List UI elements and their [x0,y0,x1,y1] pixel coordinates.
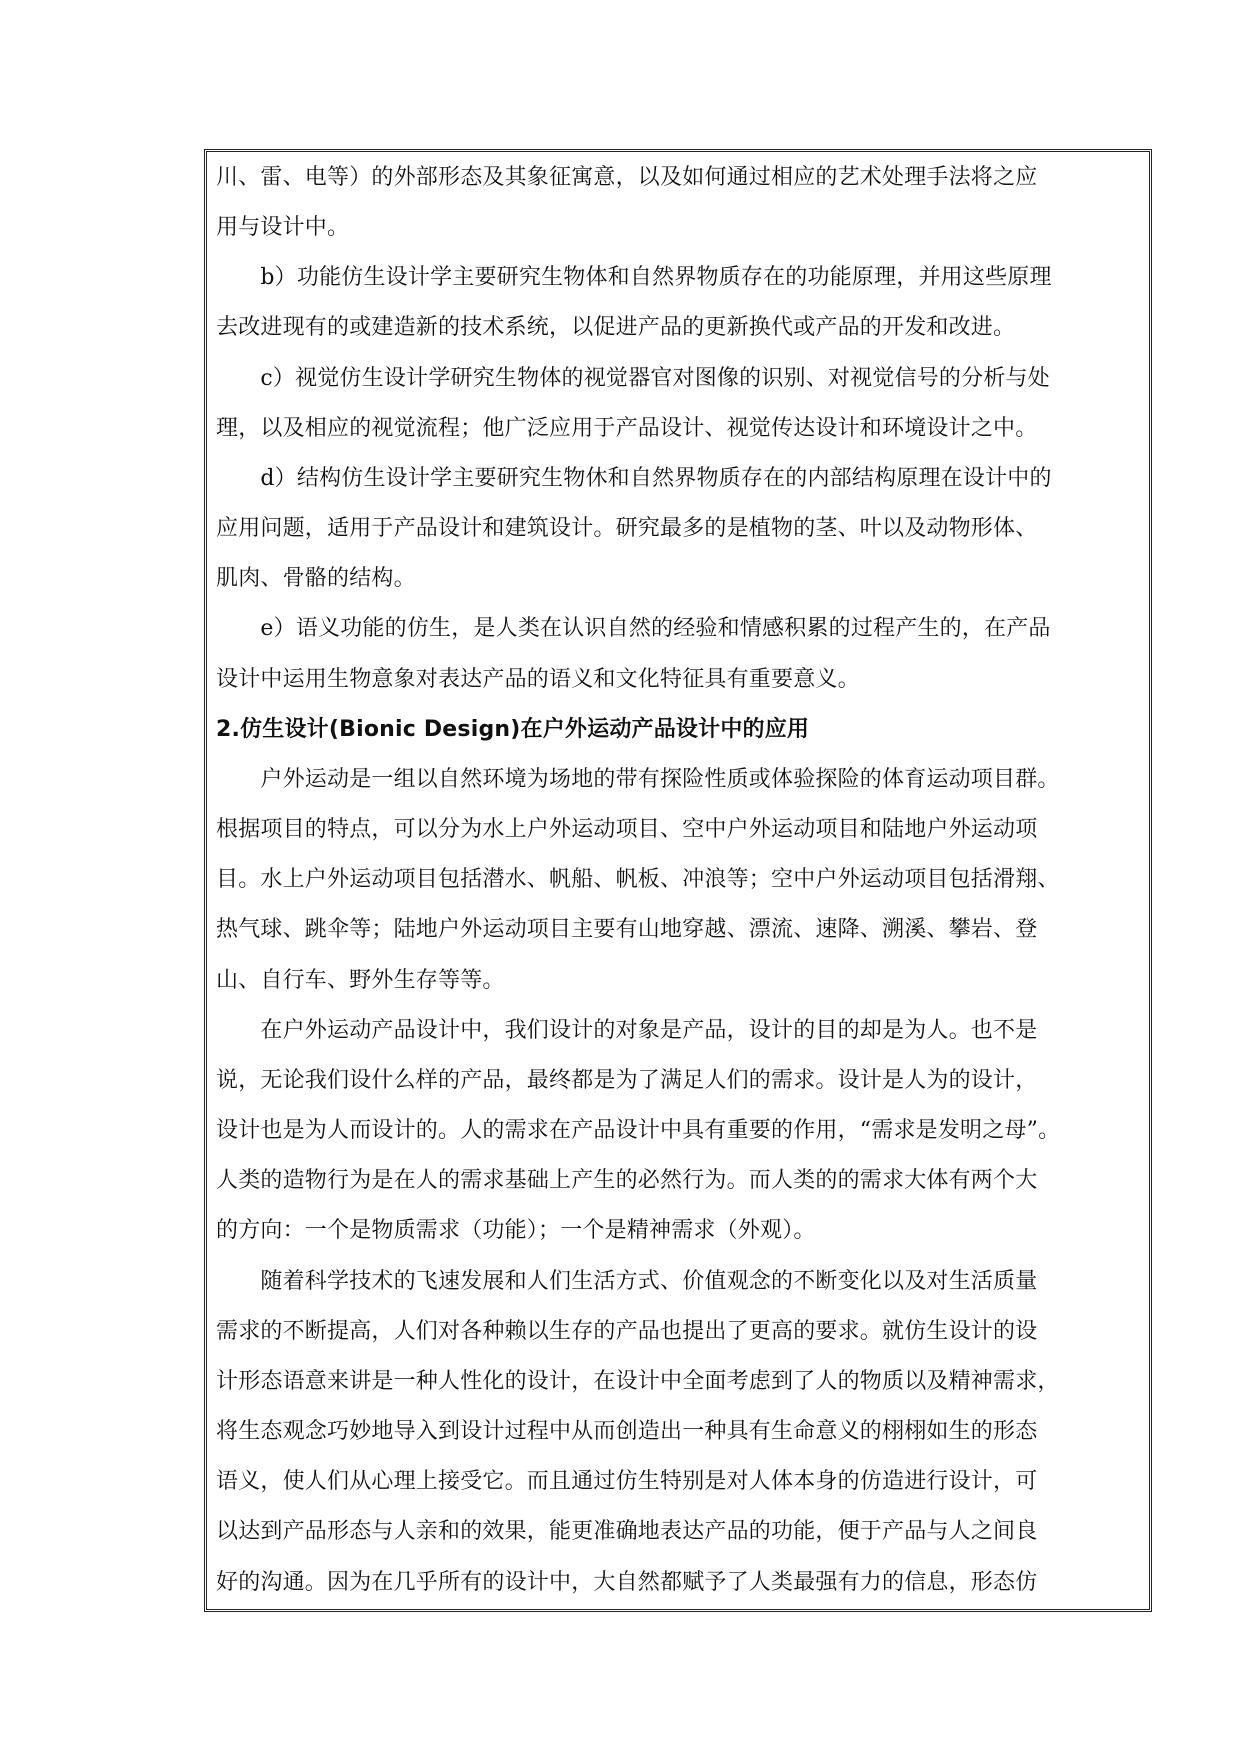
text-line: 热气球、跳伞等；陆地户外运动项目主要有山地穿越、漂流、速降、溯溪、攀岩、登 [216,917,1038,942]
text-line: 在户外运动产品设计中，我们设计的对象是产品，设计的目的却是为人。也不是 [216,1018,1038,1043]
text-line: 的方向：一个是物质需求（功能）；一个是精神需求（外观）。 [216,1218,816,1243]
text-line: d）结构仿生设计学主要研究生物休和自然界物质存在的内部结构原理在设计中的 [216,466,1052,491]
text-line: 将生态观念巧妙地导入到设计过程中从而创造出一种具有生命意义的栩栩如生的形态 [216,1419,1038,1444]
text-line: e）语义功能的仿生，是人类在认识自然的经验和情感积累的过程产生的，在产品 [216,616,1051,641]
text-line: b）功能仿生设计学主要研究生物体和自然界物质存在的功能原理，并用这些原理 [216,265,1052,290]
text-line: 肌肉、骨骼的结构。 [216,566,416,591]
text-line: 理，以及相应的视觉流程；他广泛应用于产品设计、视觉传达设计和环境设计之中。 [216,416,1038,441]
text-line: 设计也是为人而设计的。人的需求在产品设计中具有重要的作用，“需求是发明之母”。 [216,1118,1061,1143]
text-line: 好的沟通。因为在几乎所有的设计中，大自然都赋予了人类最强有力的信息，形态仿 [216,1570,1038,1595]
text-line: 川、雷、电等）的外部形态及其象征寓意，以及如何通过相应的艺术处理手法将之应 [216,165,1038,190]
text-line: 户外运动是一组以自然环境为场地的带有探险性质或体验探险的体育运动项目群。 [216,767,1060,792]
text-line: 应用问题，适用于产品设计和建筑设计。研究最多的是植物的茎、叶以及动物形体、 [216,516,1038,541]
text-line: 根据项目的特点，可以分为水上户外运动项目、空中户外运动项目和陆地户外运动项 [216,817,1038,842]
text-line: 山、自行车、野外生存等等。 [216,968,505,993]
text-line: 需求的不断提高，人们对各种赖以生存的产品也提出了更高的要求。就仿生设计的设 [216,1319,1038,1344]
text-line: 语义，使人们从心理上接受它。而且通过仿生特别是对人体本身的仿造进行设计，可 [216,1469,1038,1494]
text-line: 去改进现有的或建造新的技术系统，以促进产品的更新换代或产品的开发和改进。 [216,315,1016,340]
text-line: c）视觉仿生设计学研究生物体的视觉器官对图像的识别、对视觉信号的分析与处 [216,366,1050,391]
text-line: 用与设计中。 [216,215,350,240]
text-line: 计形态语意来讲是一种人性化的设计，在设计中全面考虑到了人的物质以及精神需求， [216,1369,1060,1394]
text-line: 目。水上户外运动项目包括潜水、帆船、帆板、冲浪等；空中户外运动项目包括滑翔、 [216,867,1060,892]
section-heading: 2.仿生设计(Bionic Design)在户外运动产品设计中的应用 [216,717,810,742]
text-line: 随着科学技术的飞速发展和人们生活方式、价值观念的不断变化以及对生活质量 [216,1269,1038,1294]
text-line: 说，无论我们设什么样的产品，最终都是为了满足人们的需求。设计是人为的设计， [216,1068,1038,1093]
text-line: 设计中运用生物意象对表达产品的语义和文化特征具有重要意义。 [216,667,860,692]
text-line: 人类的造物行为是在人的需求基础上产生的必然行为。而人类的的需求大体有两个大 [216,1168,1038,1193]
text-line: 以达到产品形态与人亲和的效果，能更准确地表达产品的功能，便于产品与人之间良 [216,1519,1038,1544]
